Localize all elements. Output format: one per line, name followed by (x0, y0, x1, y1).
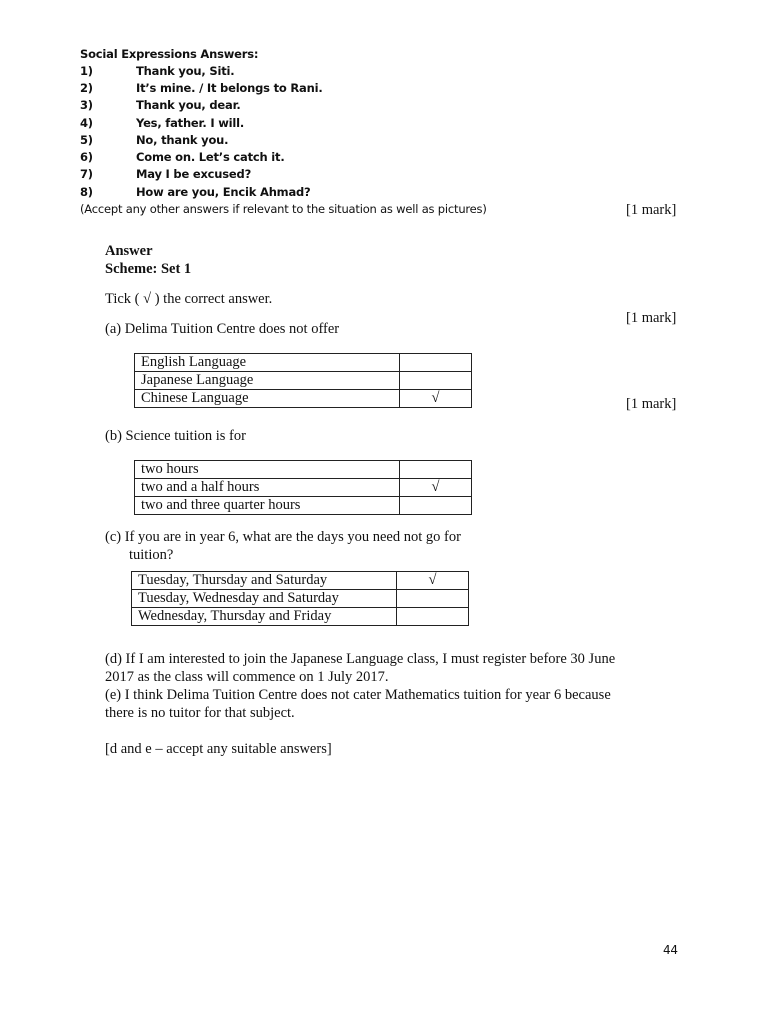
mark-label: [1 mark] (626, 310, 677, 326)
table-row (135, 372, 472, 390)
mark-label: [1 mark] (626, 396, 677, 412)
answer-note: [d and e – accept any suitable answers] (105, 741, 332, 757)
options-table-b (134, 460, 472, 515)
table-row (135, 497, 472, 515)
social-item-num: 7) (80, 167, 93, 181)
answer-d-line1: (d) If I am interested to join the Japanese Language class, I must register before 30 June (105, 651, 616, 667)
tick-cell (397, 590, 469, 608)
social-item-text: May I be excused? (136, 167, 252, 181)
tick-cell (397, 608, 469, 626)
social-item-text: Thank you, Siti. (136, 64, 235, 78)
social-item-num: 6) (80, 150, 93, 164)
page-number: 44 (663, 943, 678, 957)
social-item-text: Thank you, dear. (136, 98, 241, 112)
tick-cell (400, 354, 472, 372)
answer-d-line2: 2017 as the class will commence on 1 July 2017. (105, 669, 389, 685)
option-label: Wednesday, Thursday and Friday (132, 608, 397, 626)
table-row (132, 572, 469, 590)
option-label: Tuesday, Wednesday and Saturday (132, 590, 397, 608)
social-item-text: Come on. Let’s catch it. (136, 150, 285, 164)
tick-cell (400, 497, 472, 515)
table-row (132, 590, 469, 608)
option-label: Japanese Language (135, 372, 400, 390)
tick-cell (400, 372, 472, 390)
table-row (135, 479, 472, 497)
social-item-text: No, thank you. (136, 133, 229, 147)
social-item-text: How are you, Encik Ahmad? (136, 185, 311, 199)
mark-label: [1 mark] (626, 202, 677, 218)
table-row (135, 390, 472, 408)
question-b: (b) Science tuition is for (105, 428, 246, 444)
social-item-num: 3) (80, 98, 93, 112)
tick-cell: √ (400, 390, 472, 408)
scheme-title-line1: Answer (105, 243, 153, 259)
table-row (135, 461, 472, 479)
option-label: Tuesday, Thursday and Saturday (132, 572, 397, 590)
answer-e-line2: there is no tuitor for that subject. (105, 705, 295, 721)
question-a: (a) Delima Tuition Centre does not offer (105, 321, 340, 337)
tick-cell: √ (397, 572, 469, 590)
option-label: Chinese Language (135, 390, 400, 408)
social-item-num: 2) (80, 81, 93, 95)
social-note: (Accept any other answers if relevant to the situation as well as pictures) (80, 202, 487, 216)
social-item-num: 1) (80, 64, 93, 78)
social-item-text: Yes, father. I will. (136, 116, 245, 130)
social-heading: Social Expressions Answers: (80, 47, 259, 61)
tick-cell: √ (400, 479, 472, 497)
scheme-title-line2: Scheme: Set 1 (105, 261, 192, 277)
table-row (132, 608, 469, 626)
option-label: two and a half hours (135, 479, 400, 497)
instruction: Tick ( √ ) the correct answer. (105, 291, 273, 307)
option-label: English Language (135, 354, 400, 372)
option-label: two and three quarter hours (135, 497, 400, 515)
option-label: two hours (135, 461, 400, 479)
social-item-text: It’s mine. / It belongs to Rani. (136, 81, 323, 95)
options-table-a (134, 353, 472, 408)
question-c-line1: (c) If you are in year 6, what are the days you need not go for (105, 529, 461, 545)
options-table-c (131, 571, 469, 626)
question-c-line2: tuition? (129, 547, 174, 563)
table-row (135, 354, 472, 372)
tick-cell (400, 461, 472, 479)
answer-e-line1: (e) I think Delima Tuition Centre does not cater Mathematics tuition for year 6 because (105, 687, 611, 703)
social-item-num: 4) (80, 116, 93, 130)
social-item-num: 5) (80, 133, 93, 147)
social-item-num: 8) (80, 185, 93, 199)
